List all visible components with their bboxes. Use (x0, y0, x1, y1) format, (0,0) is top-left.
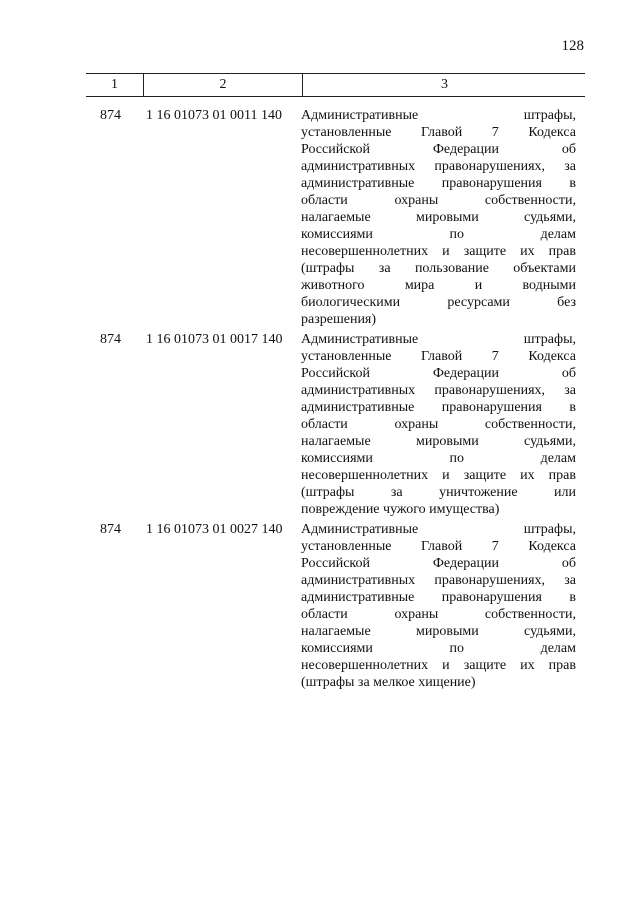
budget-classification-code: 1 16 01073 01 0027 140 (146, 522, 283, 537)
budget-classification-code: 1 16 01073 01 0017 140 (146, 332, 283, 347)
description-line: Российской Федерации об (301, 142, 576, 157)
description-line: разрешения) (301, 312, 377, 327)
column-header-1: 1 (111, 77, 118, 92)
description-line: несовершеннолетних и защите их прав (301, 658, 576, 673)
description-line: административных правонарушениях, за (301, 159, 576, 174)
description-line: Российской Федерации об (301, 366, 576, 381)
column-header-2: 2 (143, 74, 302, 96)
description-line: установленные Главой 7 Кодекса (301, 125, 576, 140)
description-line: области охраны собственности, (301, 193, 576, 208)
description-line: установленные Главой 7 Кодекса (301, 349, 576, 364)
description-line: налагаемые мировыми судьями, (301, 624, 576, 639)
page-number: 128 (561, 38, 584, 54)
admin-code: 874 (100, 108, 121, 123)
table-header (86, 73, 585, 97)
description-line: области охраны собственности, (301, 607, 576, 622)
description-line: Административные штрафы, (301, 522, 576, 537)
description-line: Административные штрафы, (301, 108, 576, 123)
description-line: несовершеннолетних и защите их прав (301, 244, 576, 259)
description-line: административные правонарушения в (301, 176, 576, 191)
description-line: административные правонарушения в (301, 400, 576, 415)
description-line: животного мира и водными (301, 278, 576, 293)
description-line: Российской Федерации об (301, 556, 576, 571)
description-line: Административные штрафы, (301, 332, 576, 347)
row-description (301, 107, 576, 328)
description-line: комиссиями по делам (301, 641, 576, 656)
description-line: повреждение чужого имущества) (301, 502, 500, 517)
description-line: биологическими ресурсами без (301, 295, 576, 310)
admin-code: 874 (100, 522, 121, 537)
description-line: несовершеннолетних и защите их прав (301, 468, 576, 483)
description-line: области охраны собственности, (301, 417, 576, 432)
description-line: установленные Главой 7 Кодекса (301, 539, 576, 554)
description-line: (штрафы за мелкое хищение) (301, 675, 476, 690)
description-line: налагаемые мировыми судьями, (301, 210, 576, 225)
description-line: административных правонарушениях, за (301, 383, 576, 398)
description-line: административных правонарушениях, за (301, 573, 576, 588)
row-description (301, 521, 576, 691)
budget-classification-code: 1 16 01073 01 0011 140 (146, 108, 282, 123)
description-line: административные правонарушения в (301, 590, 576, 605)
description-line: (штрафы за уничтожение или (301, 485, 576, 500)
column-header-3: 3 (302, 74, 586, 96)
description-line: комиссиями по делам (301, 227, 576, 242)
admin-code: 874 (100, 332, 121, 347)
row-description (301, 331, 576, 518)
description-line: комиссиями по делам (301, 451, 576, 466)
description-line: налагаемые мировыми судьями, (301, 434, 576, 449)
description-line: (штрафы за пользование объектами (301, 261, 576, 276)
